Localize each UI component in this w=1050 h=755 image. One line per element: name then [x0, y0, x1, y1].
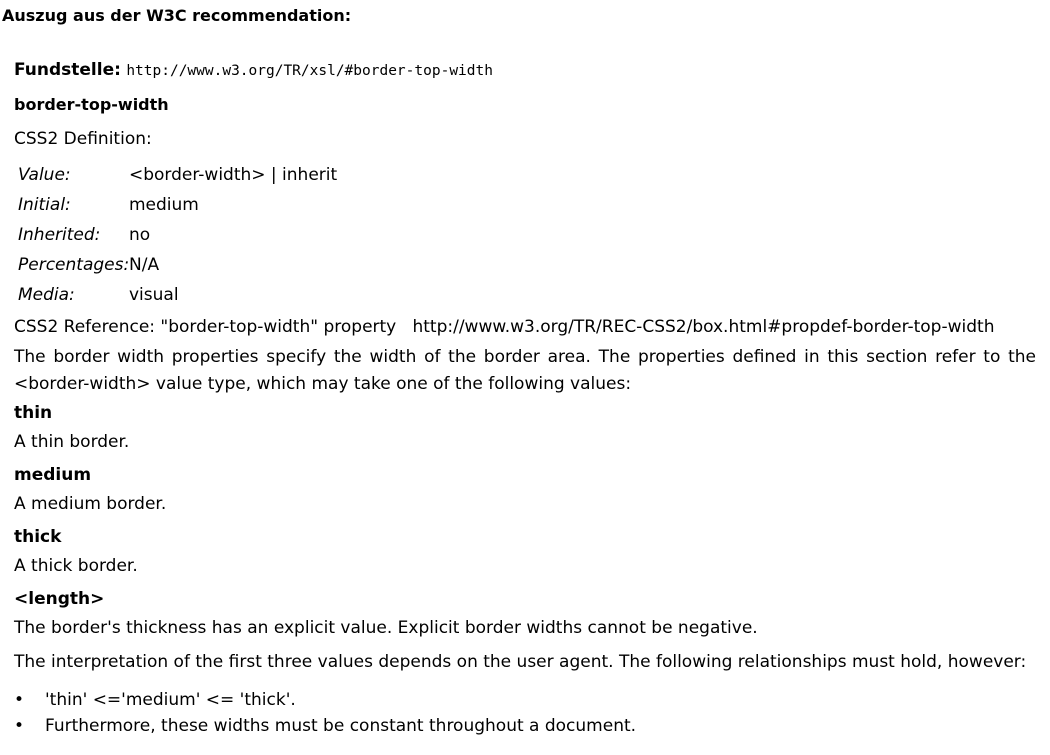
intro-paragraph: The border width properties specify the width of the border area. The properties defined in this section refer to the <border-width> value type, which may take one of the following values: — [14, 347, 1036, 394]
value-desc-thin: A thin border. — [14, 432, 130, 452]
definition-key: Inherited: — [18, 225, 101, 245]
definition-value: N/A — [129, 255, 160, 275]
css2-reference-url[interactable]: http://www.w3.org/TR/REC-CSS2/box.html#propdef-border-top-width — [412, 317, 995, 337]
definition-value: <border-width> | inherit — [129, 165, 338, 185]
interpretation-paragraph: The interpretation of the first three values depends on the user agent. The following relationships must hold, however: — [14, 652, 1027, 672]
css2-reference-line — [14, 315, 994, 339]
value-term-length: <length> — [14, 589, 105, 609]
definition-key: Initial: — [18, 195, 71, 215]
value-term-thick: thick — [14, 527, 62, 547]
definition-key: Media: — [18, 285, 75, 305]
css2-definition-label: CSS2 Definition: — [14, 129, 152, 149]
definition-value: medium — [129, 195, 199, 215]
bullet-icon: • — [14, 716, 25, 736]
definition-key: Percentages: — [18, 255, 130, 275]
bullet-icon: • — [14, 690, 25, 710]
definition-value: no — [129, 225, 151, 245]
excerpt-header: Auszug aus der W3C recommendation: — [2, 6, 352, 25]
value-desc-medium: A medium border. — [14, 494, 167, 514]
fundstelle-url: http://www.w3.org/TR/xsl/#border-top-width — [126, 63, 493, 79]
property-title: border-top-width — [14, 95, 169, 114]
fundstelle-label: Fundstelle: — [14, 60, 121, 80]
value-term-medium: medium — [14, 465, 92, 485]
css2-reference-label: CSS2 Reference: "border-top-width" property — [14, 317, 397, 337]
bullet-text: 'thin' <='medium' <= 'thick'. — [45, 690, 296, 710]
value-term-thin: thin — [14, 403, 53, 423]
bullet-text: Furthermore, these widths must be constant throughout a document. — [45, 716, 637, 736]
value-desc-length: The border's thickness has an explicit value. Explicit border widths cannot be negative. — [14, 618, 758, 638]
definition-key: Value: — [18, 165, 71, 185]
value-desc-thick: A thick border. — [14, 556, 138, 576]
definition-value: visual — [129, 285, 179, 305]
fundstelle-line — [14, 58, 493, 83]
